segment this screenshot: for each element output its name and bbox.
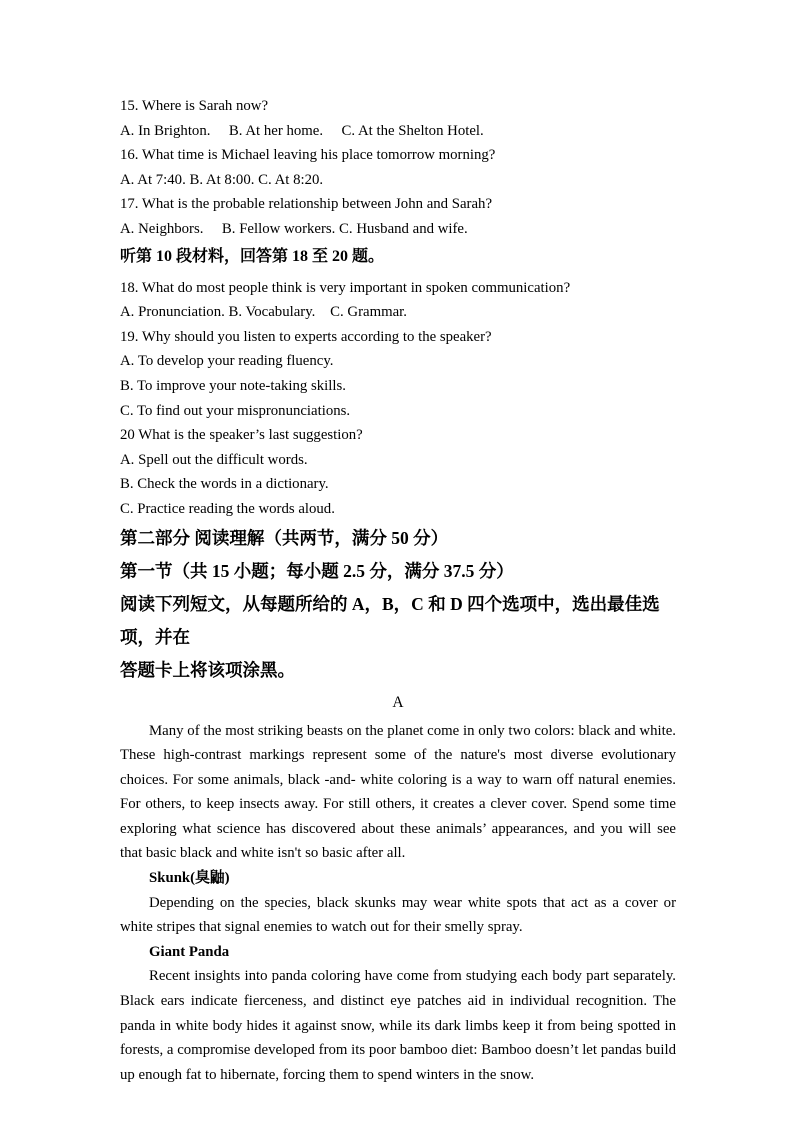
options-16: A. At 7:40. B. At 8:00. C. At 8:20. [120,171,324,188]
instructions-line-1: 阅读下列短文，从每题所给的 A，B，C 和 D 四个选项中，选出最佳选项，并在 [120,593,660,647]
question-19: 19. Why should you listen to experts according to the speaker? [120,328,492,345]
passage-paragraph-1: Many of the most striking beasts on the planet come in only two colors: black and white. These high-contrast markings represent some of the nature's most diverse evolutionary choices. For some animals, black -and- white coloring is a way to warn off natural enemies. For others, to keep insects away. For still others, it creates a clever cover. Spend some time exploring what science has discovered about these animals’ appearances, and you will see that basic black and white isn't so basic after all. [120,722,676,862]
option-20-a: A. Spell out the difficult words. [120,451,308,468]
question-17: 17. What is the probable relationship between John and Sarah? [120,196,493,213]
instructions-line-2: 答题卡上将该项涂黑。 [120,659,295,680]
options-18: A. Pronunciation. B. Vocabulary. C. Grammar. [120,304,407,321]
passage-label-a: A [392,693,404,711]
option-20-c: C. Practice reading the words aloud. [120,500,335,517]
section1-heading: 第一节（共 15 小题；每小题 2.5 分，满分 37.5 分） [120,560,514,581]
question-20: 20 What is the speaker’s last suggestion? [120,427,363,444]
passage-paragraph-3: Recent insights into panda coloring have come from studying each body part separately. Black ears indicate fierceness, and distinct eye patches aid in individual recognition. The panda in white body hides it against snow, while its dark limbs keep it from being spotted in forests, a compromise developed from its poor bamboo diet: Bamboo doesn’t let pandas build up enough fat to hibernate, forcing them to spend winters in the snow. [120,968,676,1083]
question-16: 16. What time is Michael leaving his place tomorrow morning? [120,147,496,164]
panda-subheading: Giant Panda [149,943,230,960]
option-19-c: C. To find out your mispronunciations. [120,402,351,419]
option-20-b: B. Check the words in a dictionary. [120,476,329,493]
question-18: 18. What do most people think is very important in spoken communication? [120,279,571,296]
options-15: A. In Brighton. B. At her home. C. At the Shelton Hotel. [120,122,484,139]
options-17: A. Neighbors. B. Fellow workers. C. Husband and wife. [120,220,468,237]
question-15: 15. Where is Sarah now? [120,98,269,114]
material-10-heading: 听第 10 段材料，回答第 18 至 20 题。 [120,247,385,265]
passage-paragraph-2: Depending on the species, black skunks may wear white spots that act as a cover or white stripes that signal enemies to watch out for their smelly spray. [120,894,676,936]
skunk-subheading: Skunk(臭鼬) [149,870,230,887]
part2-heading: 第二部分 阅读理解（共两节，满分 50 分） [120,527,449,548]
option-19-a: A. To develop your reading fluency. [120,353,334,370]
option-19-b: B. To improve your note-taking skills. [120,377,346,394]
